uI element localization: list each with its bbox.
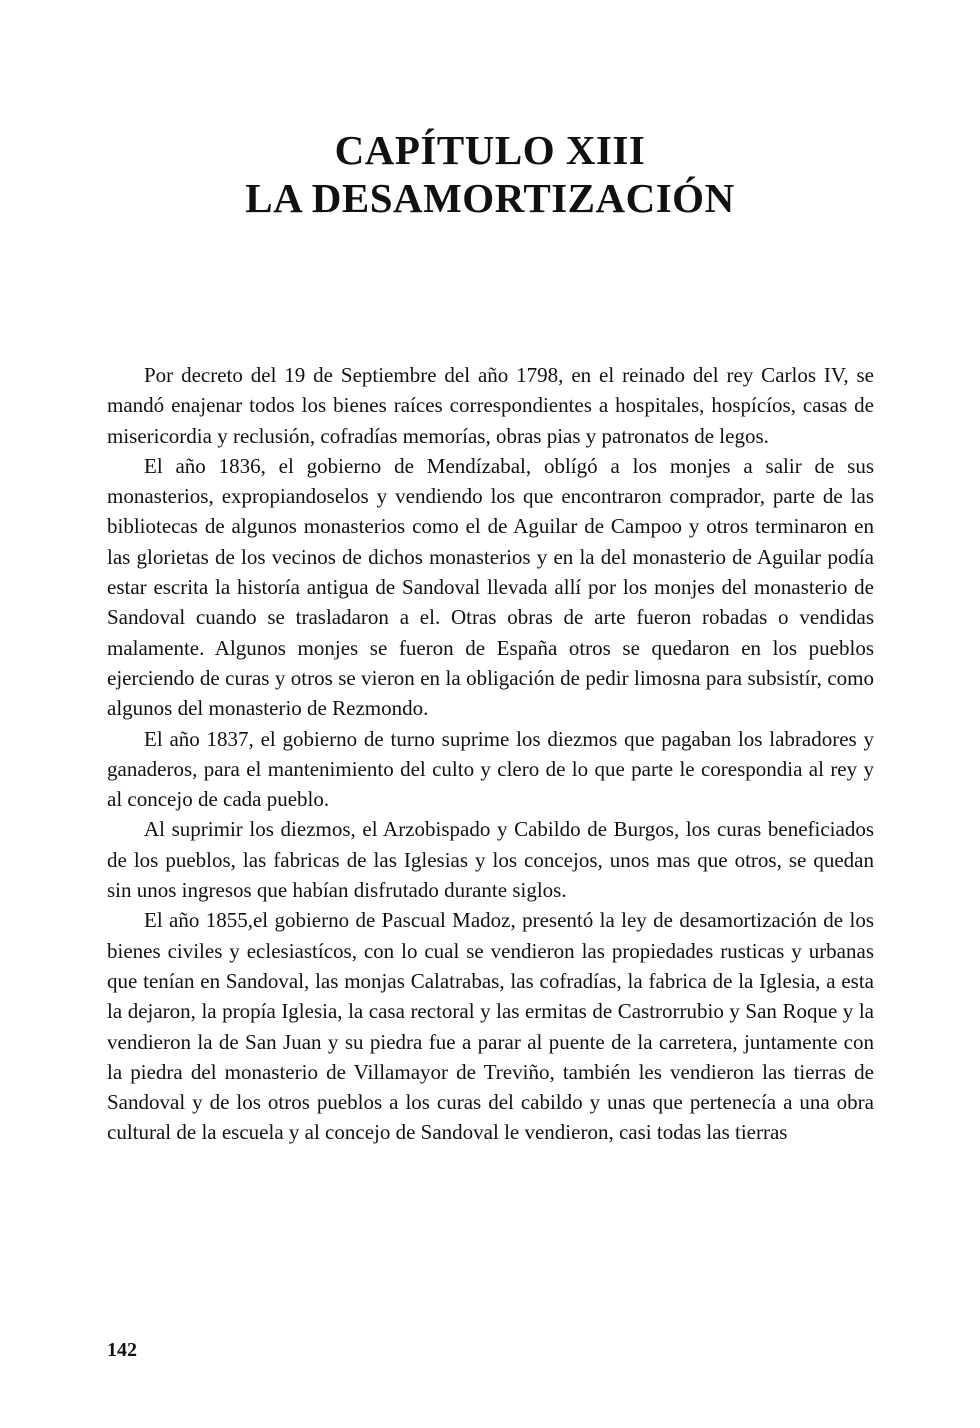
chapter-body (107, 360, 874, 1148)
chapter-number: CAPÍTULO XIII (334, 127, 646, 173)
chapter-title: LA DESAMORTIZACIÓN (245, 175, 735, 221)
paragraph-1798-decree: Por decreto del 19 de Septiembre del año 1798, en el reinado del rey Carlos IV, se mandó enajenar todos los bienes raíces correspondientes a hospitales, hospícíos, casas de misericordia y reclusión, cofradías memorías, obras pias y patronatos de legos. (107, 363, 874, 448)
page-number: 142 (107, 1339, 137, 1361)
paragraph-1837-tithes: El año 1837, el gobierno de turno suprime los diezmos que pagaban los labradores y ganaderos, para el mantenimiento del culto y clero de lo que parte le corespondia al rey y al concejo de cada pueblo. (107, 726, 874, 812)
paragraph-1836-mendizabal: El año 1836, el gobierno de Mendízabal, oblígó a los monjes a salir de sus monasterios, expropiandoselos y vendiendo los que encontraron comprador, parte de las bibliotecas de algunos monasterios como el de Aguilar de Campoo y otros terminaron en las glorietas de los vecinos de dichos monasterios y en la del monasterio de Aguilar podía estar escrita la historía antigua de Sandoval llevada allí por los monjes del monasterio de Sandoval cuando se trasladaron a el. Otras obras de arte fueron robadas o vendidas malamente. Algunos monjes se fueron de España otros se quedaron en los pueblos ejerciendo de curas y otros se vieron en la obligación de pedir limosna para subsistír, como algunos del monasterio de Rezmondo. (107, 453, 874, 721)
paragraph-1855-madoz: El año 1855,el gobierno de Pascual Madoz, presentó la ley de desamortización de los bienes civiles y eclesiastícos, con lo cual se vendieron las propiedades rusticas y urbanas que tenían en Sandoval, las monjas Calatrabas, las cofradías, la fabrica de la Iglesia, a esta la dejaron, la propía Iglesia, la casa rectoral y las ermitas de Castrorrubio y San Roque y la vendieron la de San Juan y su piedra fue a parar al puente de la carretera, juntamente con la piedra del monasterio de Villamayor de Treviño, también les vendieron las tierras de Sandoval y de los otros pueblos a los curas del cabildo y unas que pertenecía a una obra cultural de la escuela y al concejo de Sandoval le vendieron, casi todas las tierras (107, 908, 874, 1145)
chapter-heading (0, 126, 980, 222)
paragraph-tithes-abolished: Al suprimir los diezmos, el Arzobispado y Cabildo de Burgos, los curas beneficiados de los pueblos, las fabricas de las Iglesias y los concejos, unos mas que otros, se quedan sin unos ingresos que habían disfrutado durante siglos. (107, 817, 874, 903)
